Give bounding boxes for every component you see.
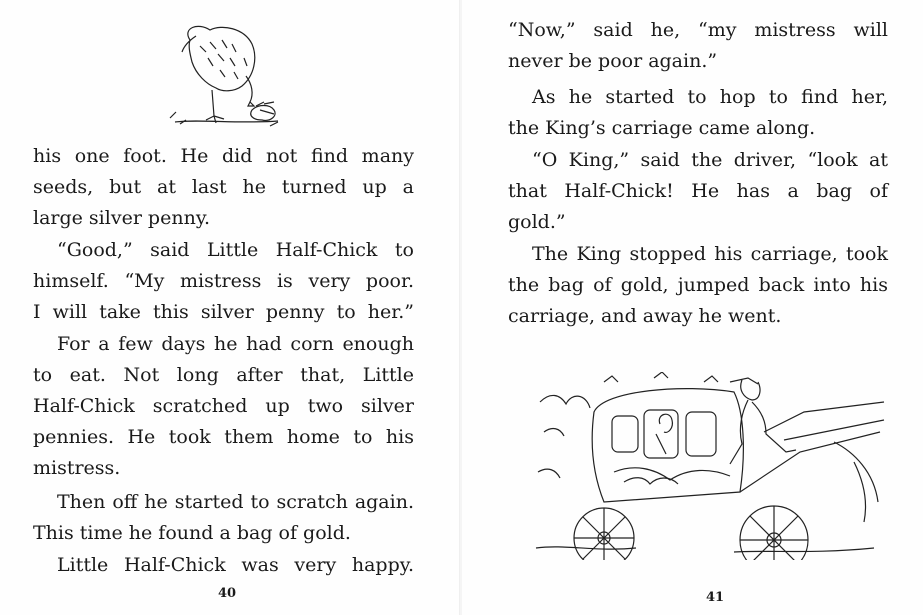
text-line: gold.” [508, 211, 566, 233]
text-line: seeds, but at last he turned up a [33, 176, 414, 198]
text-line: The King stopped his carriage, took [532, 243, 888, 265]
paragraph-2 [33, 235, 414, 328]
text-line: the King’s carriage came along. [508, 117, 816, 139]
text-line: pennies. He took them home to his [33, 426, 414, 448]
paragraph-2 [508, 82, 888, 144]
text-line: “Good,” said Little Half-Chick to [57, 239, 414, 261]
page-number: 41 [706, 590, 725, 605]
text-line: that Half-Chick! He has a bag of [508, 180, 888, 202]
king-carriage-illustration [534, 372, 892, 560]
text-line: Half-Chick scratched up two silver [33, 395, 414, 417]
text-line: carriage, and away he went. [508, 305, 782, 327]
text-line: to eat. Not long after that, Little [33, 364, 414, 386]
paragraph-1 [33, 141, 414, 234]
text-line: Then off he started to scratch again. [57, 491, 414, 513]
paragraph-1 [508, 15, 888, 77]
text-line: the bag of gold, jumped back into his [508, 274, 888, 296]
text-line: I will take this silver penny to her.” [33, 301, 414, 323]
text-line: As he started to hop to find her, [532, 86, 888, 108]
text-line: himself. “My mistress is very poor. [33, 270, 414, 292]
text-line: “Now,” said he, “my mistress will [508, 19, 888, 41]
text-line: “O King,” said the driver, “look at [532, 149, 888, 171]
half-chick-illustration [160, 18, 285, 133]
paragraph-5 [33, 550, 414, 581]
page-number: 40 [218, 586, 237, 601]
text-line: mistress. [33, 457, 121, 479]
paragraph-3 [33, 329, 414, 484]
right-page [462, 0, 923, 615]
paragraph-4 [508, 239, 888, 332]
text-line: large silver penny. [33, 207, 211, 229]
text-line: This time he found a bag of gold. [33, 522, 351, 544]
paragraph-3 [508, 145, 888, 238]
paragraph-4 [33, 487, 414, 549]
text-line: Little Half-Chick was very happy. [57, 554, 414, 576]
text-line: his one foot. He did not find many [33, 145, 414, 167]
text-line: For a few days he had corn enough [57, 333, 414, 355]
text-line: never be poor again.” [508, 50, 718, 72]
